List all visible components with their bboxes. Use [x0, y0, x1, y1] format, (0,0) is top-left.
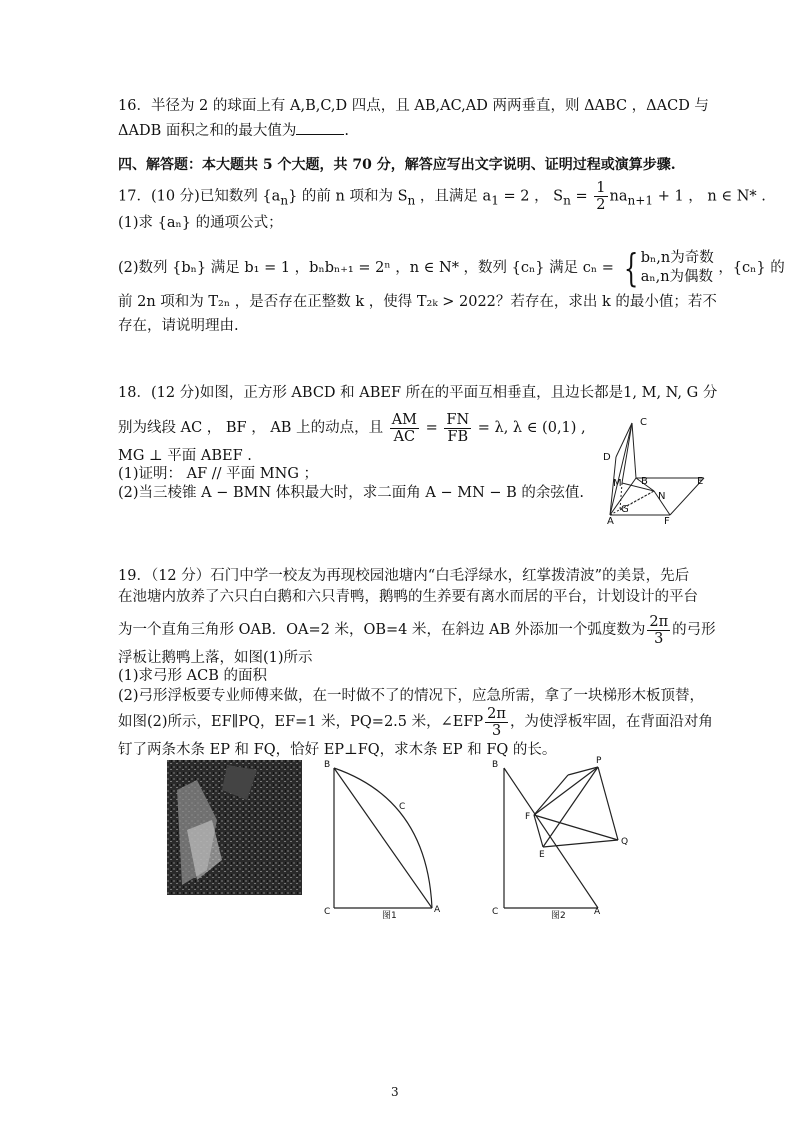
frac-num: 2π: [649, 613, 669, 630]
q17-sub-c: 1: [491, 193, 499, 208]
q19-text-b: 的弓形: [672, 622, 716, 638]
fig1-label: B: [324, 760, 331, 770]
frac-den: AC: [393, 428, 416, 445]
q19-part2-line1: (2)弓形浮板要专业师傅来做，在一时做不了的情况下，应急所需，拿了一块梯形木板顶替，: [118, 688, 705, 704]
q17-text-b: } 的前 n 项和为 S: [288, 188, 408, 205]
q19-line2: 在池塘内放养了六只白白鹅和六只青鸭，鹅鸭的生养要有离水而居的平台，计划设计的平台: [118, 589, 698, 605]
fig-label: M: [613, 478, 622, 489]
q17-sub-b: n: [407, 193, 416, 208]
q19-part2-text-b: ，为使浮板牢固，在背面沿对角: [509, 714, 713, 730]
fig-label: C: [640, 417, 647, 428]
q17-sub-f: n+1: [627, 193, 654, 208]
q17-text-e: =: [570, 188, 593, 205]
frac-den: FB: [447, 428, 469, 445]
fig-label: F: [664, 516, 670, 527]
q17-part2-text: (2)数列 {bₙ} 满足 b₁ = 1 ，bₙbₙ₊₁ = 2ⁿ ，n ∈ N* ，数列 {cₙ} 满足 cₙ =: [118, 260, 614, 276]
equals-sign: =: [421, 420, 443, 436]
left-brace: {: [623, 246, 638, 290]
q19-fraction: [647, 614, 670, 647]
fig1-caption: 图1: [382, 911, 397, 921]
q17-text-g: + 1 ， n ∈ N* .: [653, 188, 766, 205]
q18-fraction-fn-fb: [444, 412, 471, 445]
q18-line2: [118, 410, 586, 446]
q18-line3: MG ⊥ 平面 ABEF .: [118, 448, 252, 464]
fig1-label: C: [399, 802, 406, 812]
q17-part2-line1: [118, 248, 785, 288]
q19-line1: 19．（12 分）石门中学一校友为再现校园池塘内“白毛浮绿水，红掌拨清波”的美景，先后: [118, 568, 690, 584]
q17-text-a: 17．(10 分)已知数列 {a: [118, 188, 281, 205]
q19-line3: [118, 612, 716, 648]
frac-num: 2π: [487, 705, 506, 722]
q16-line2-end: .: [344, 123, 349, 139]
q17-line1: [118, 180, 766, 213]
frac-num: AM: [391, 411, 418, 428]
frac-num: FN: [446, 411, 470, 428]
fig-label: A: [607, 516, 614, 527]
fig-label: D: [603, 452, 611, 463]
fig-label: G: [621, 504, 629, 515]
q19-angle-fraction: [485, 706, 508, 739]
fig2-label: B: [492, 760, 499, 770]
figure-1: [322, 760, 452, 920]
fig2-label: E: [539, 850, 545, 860]
frac-num: 1: [596, 180, 606, 196]
q17-text-f: na: [609, 188, 628, 205]
q18-part2: (2)当三棱锥 A − BMN 体积最大时，求二面角 A − MN − B 的余弦值.: [118, 485, 585, 501]
q16-line1: 16．半径为 2 的球面上有 A,B,C,D 四点，且 AB,AC,AD 两两垂直，则 ΔABC ，ΔACD 与: [118, 98, 709, 114]
q19-part2-text-a: 如图(2)所示，EF∥PQ，EF=1 米，PQ=2.5 米，∠EFP: [118, 714, 484, 730]
piecewise-cases: [641, 249, 714, 287]
q19-part2-line3: 钉了两条木条 EP 和 FQ，恰好 EP⊥FQ，求木条 EP 和 FQ 的长。: [118, 742, 557, 758]
figure-2: [488, 755, 638, 920]
case-odd: bₙ,n为奇数: [640, 250, 714, 266]
fig-label: E: [697, 476, 704, 487]
q19-part1: (1)求弓形 ACB 的面积: [118, 668, 267, 684]
q17-text-d: = 2 ， S: [498, 188, 564, 205]
q18-line1: 18．(12 分)如图，正方形 ABCD 和 ABEF 所在的平面互相垂直，且边长都是1, M, N, G 分: [118, 385, 718, 401]
q16-line2-text: ΔADB 面积之和的最大值为: [118, 123, 297, 139]
q17-sub-a: n: [280, 193, 289, 208]
fig-label: B: [641, 476, 648, 487]
fig1-label: A: [434, 905, 441, 915]
fig2-label: P: [596, 756, 602, 766]
section-heading: 四、解答题：本大题共 5 个大题，共 70 分，解答应写出文字说明、证明过程或演算步骤.: [118, 157, 676, 173]
case-even: aₙ,n为偶数: [640, 269, 714, 285]
q17-part1: (1)求 {aₙ} 的通项公式；: [118, 215, 283, 231]
q18-text-b: = λ, λ ∈ (0,1) ,: [473, 420, 586, 436]
q17-sub-d: n: [563, 193, 571, 208]
fig2-label: A: [594, 907, 601, 917]
q17-part2-tail: ，{cₙ} 的: [718, 260, 785, 276]
q19-line4: 浮板让鹅鸭上落，如图(1)所示: [118, 650, 313, 666]
fig-label: N: [658, 491, 666, 502]
fig2-label: Q: [621, 837, 629, 847]
frac-den: 3: [491, 722, 502, 739]
fig2-caption: 图2: [551, 911, 566, 921]
q18-part1: (1)证明： AF // 平面 MNG ；: [118, 466, 319, 482]
q18-text-a: 别为线段 AC ， BF ， AB 上的动点，且: [118, 420, 384, 436]
q18-fraction-am-ac: [390, 412, 419, 445]
q17-text-c: ，且满足 a: [415, 188, 492, 205]
fig1-label: C: [324, 907, 331, 917]
frac-den: 3: [654, 630, 664, 647]
q17-part2-line3: 存在，请说明理由.: [118, 318, 239, 334]
frac-den: 2: [596, 197, 606, 213]
answer-blank: [296, 120, 344, 135]
q17-part2-line2: 前 2n 项和为 T₂ₙ ，是否存在正整数 k ，使得 T₂ₖ > 2022？若存在，求出 k 的最小值；若不: [118, 294, 717, 310]
q19-text-a: 为一个直角三角形 OAB．OA=2 米，OB=4 米，在斜边 AB 外添加一个弧度数为: [118, 622, 646, 638]
pond-photo: [167, 760, 302, 895]
q19-part2-line2: [118, 704, 713, 740]
q17-fraction: [594, 180, 607, 213]
fig2-label: C: [492, 907, 499, 917]
q16-line2: [118, 120, 349, 141]
fig2-label: F: [525, 812, 531, 822]
page-number: 3: [391, 1085, 399, 1099]
